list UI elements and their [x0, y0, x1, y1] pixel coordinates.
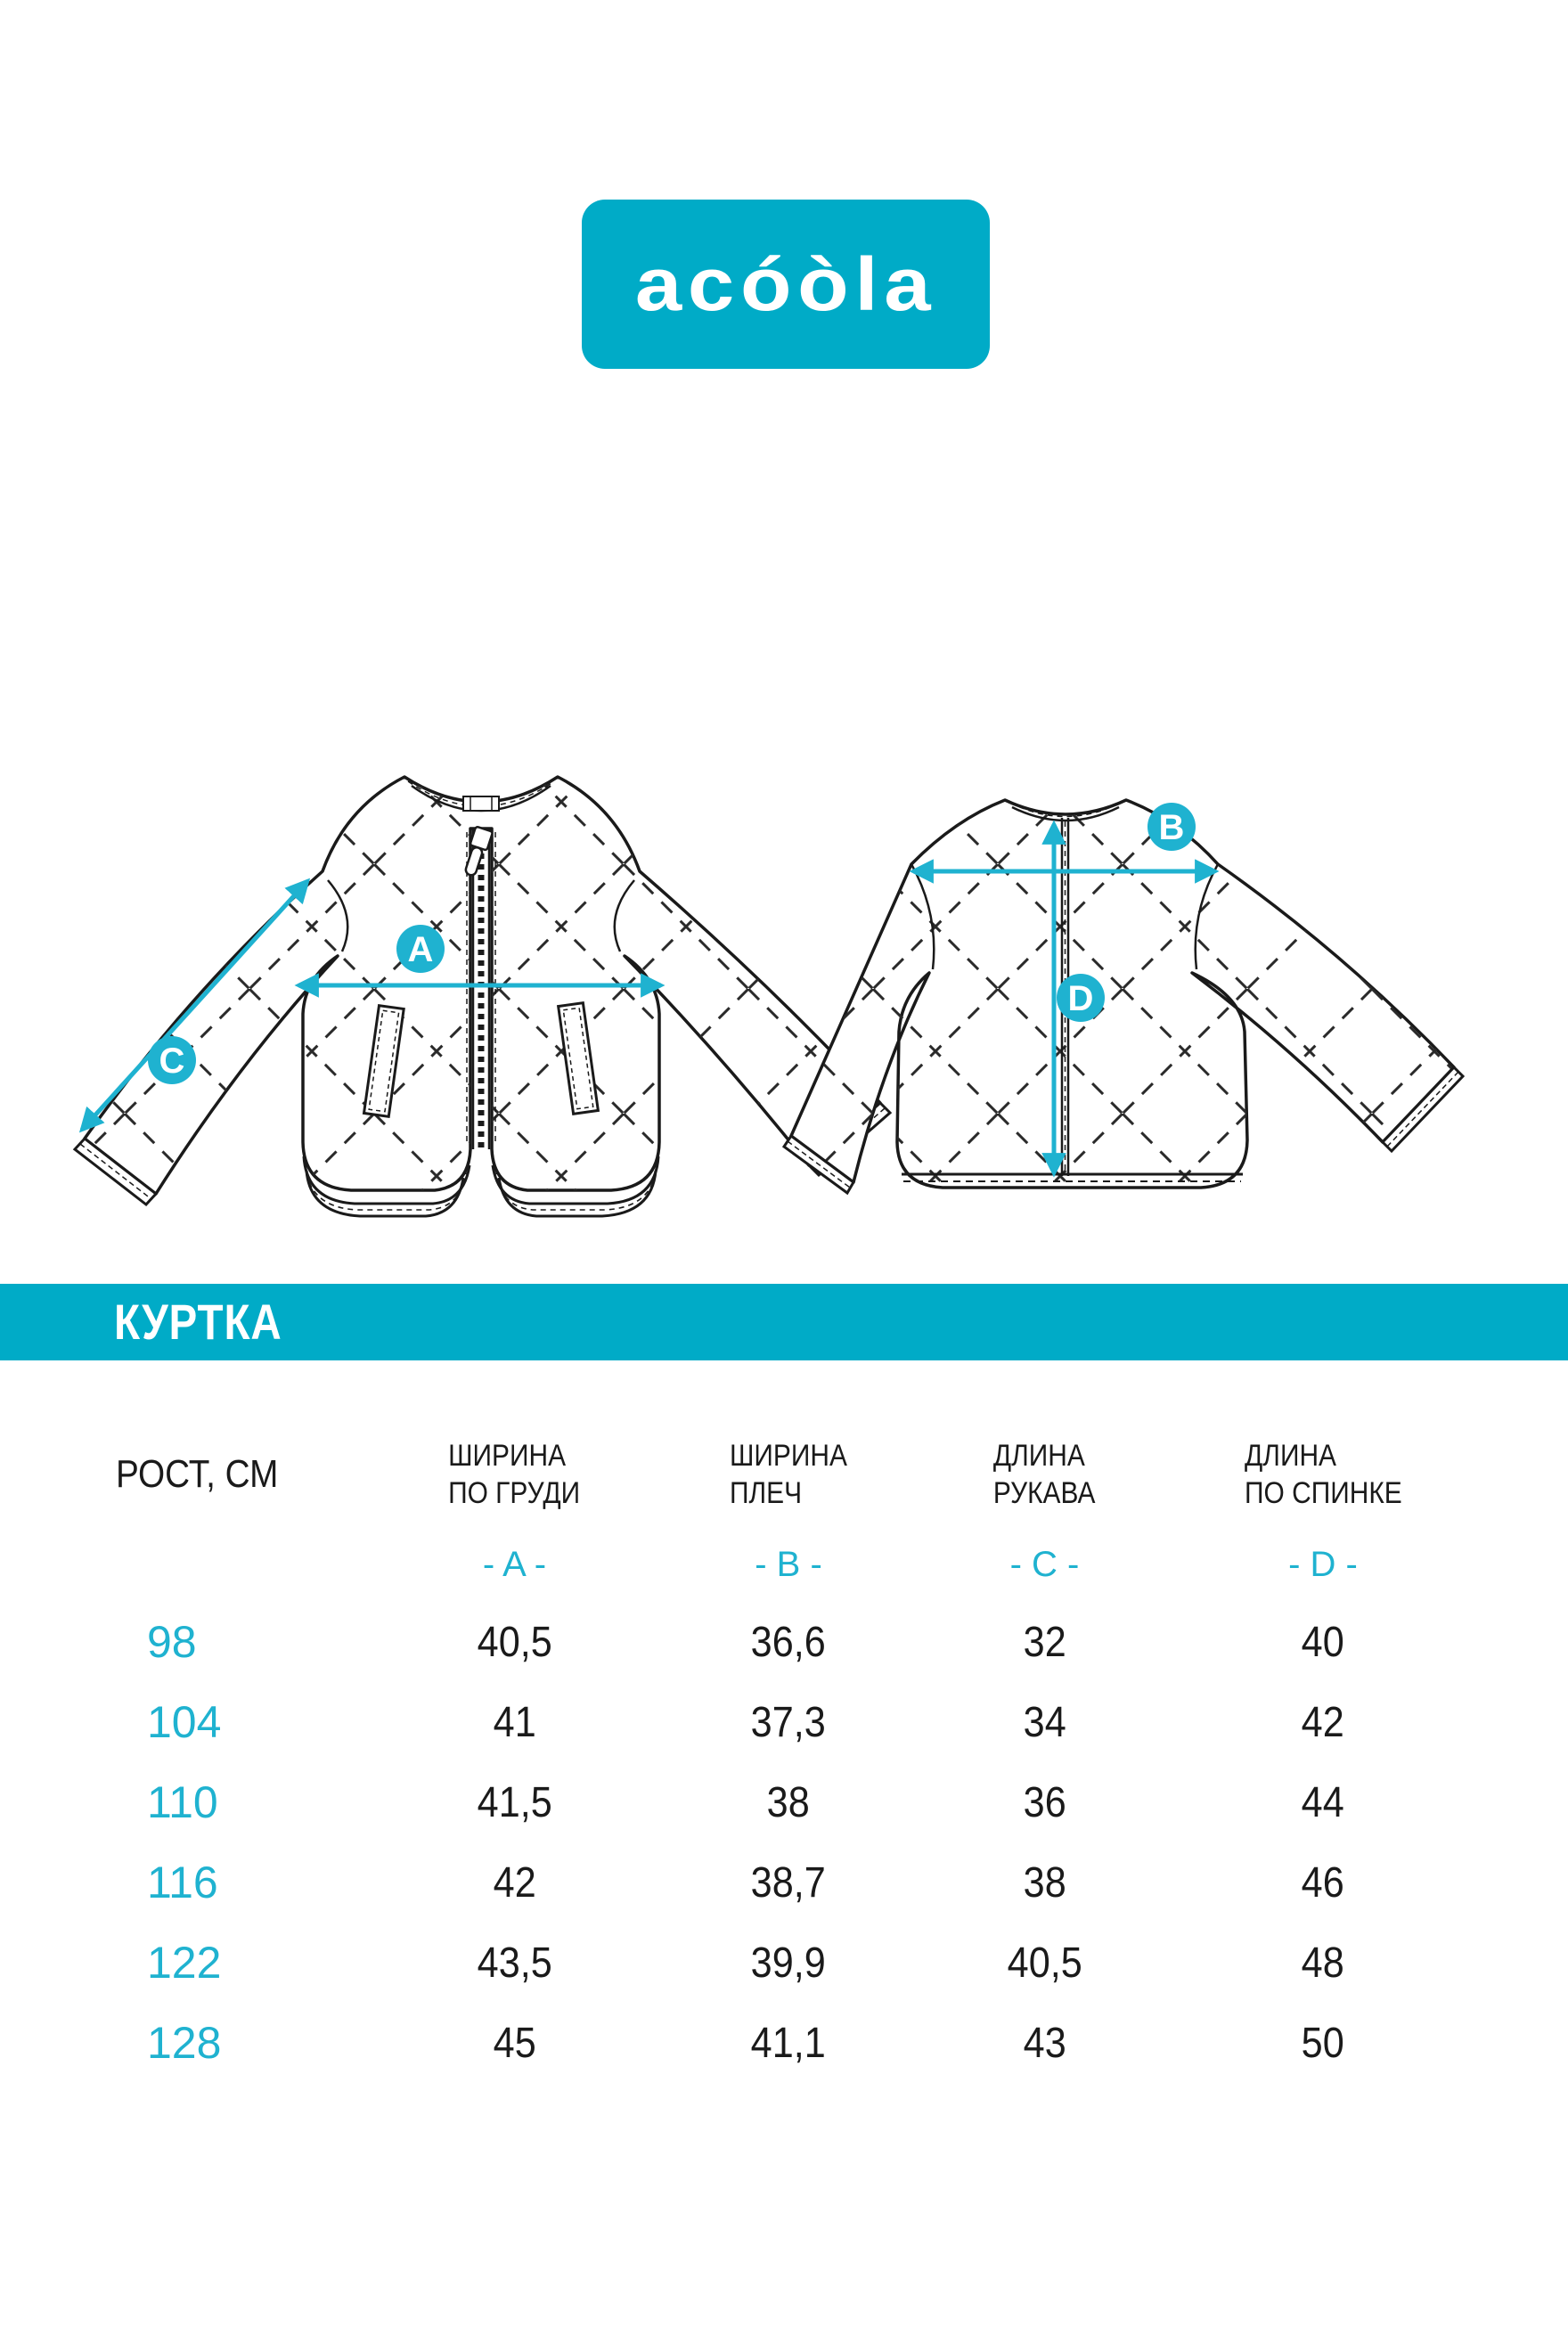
table-letter-row [0, 1528, 1568, 1602]
table-row [0, 1923, 1568, 2003]
measure-label-b: B [1158, 808, 1185, 847]
jacket-front-view [75, 777, 890, 1216]
sleeve-value: 40,5 [1007, 1939, 1082, 1987]
brand-logo [582, 200, 990, 369]
size-table [0, 1421, 1568, 2083]
product-title: КУРТКА [114, 1294, 282, 1350]
sleeve-value: 36 [1023, 1778, 1066, 1826]
shoulder-value: 41,1 [750, 2019, 827, 2067]
table-row [0, 1682, 1568, 1762]
back-value: 40 [1301, 1618, 1345, 1666]
table-row [0, 1842, 1568, 1923]
measure-label-c: C [159, 1041, 185, 1081]
height-value: 128 [147, 2018, 222, 2068]
height-value: 116 [147, 1858, 218, 1907]
sleeve-value: 34 [1023, 1698, 1066, 1746]
back-value: 50 [1301, 2019, 1345, 2067]
chest-value: 43,5 [477, 1939, 552, 1987]
chest-value: 45 [493, 2019, 536, 2067]
shoulder-value: 38,7 [750, 1858, 827, 1907]
chest-value: 42 [493, 1858, 536, 1907]
measure-label-a: A [407, 930, 434, 969]
shoulder-value: 36,6 [750, 1618, 827, 1666]
height-value: 98 [147, 1617, 197, 1667]
back-value: 48 [1301, 1939, 1345, 1987]
chest-value: 40,5 [477, 1618, 552, 1666]
letter-c: - C - [1009, 1545, 1080, 1584]
height-value: 110 [147, 1777, 218, 1827]
back-value: 46 [1301, 1858, 1345, 1907]
letter-b: - B - [755, 1545, 822, 1584]
shoulder-value: 37,3 [750, 1698, 827, 1746]
sleeve-value: 43 [1023, 2019, 1066, 2067]
jacket-back-view [784, 800, 1463, 1193]
jacket-measurement-diagram [0, 739, 1568, 1256]
chest-value: 41 [493, 1698, 536, 1746]
back-value: 42 [1301, 1698, 1345, 1746]
table-header-row [0, 1421, 1568, 1528]
table-row [0, 2003, 1568, 2083]
table-row [0, 1762, 1568, 1842]
back-value: 44 [1301, 1778, 1345, 1826]
hang-loop [463, 796, 499, 811]
brand-logo-text: acóòla [634, 242, 937, 326]
back-column-header: ДЛИНА ПО СПИНКЕ [1244, 1439, 1402, 1510]
product-title-banner [0, 1284, 1568, 1360]
chest-column-header: ШИРИНА ПО ГРУДИ [448, 1439, 581, 1510]
chest-value: 41,5 [477, 1778, 552, 1826]
height-value: 104 [147, 1697, 222, 1747]
sleeve-value: 38 [1023, 1858, 1066, 1907]
shoulder-value: 38 [766, 1778, 811, 1826]
shoulder-column-header: ШИРИНА ПЛЕЧ [730, 1439, 847, 1510]
sleeve-value: 32 [1023, 1618, 1066, 1666]
sleeve-column-header: ДЛИНА РУКАВА [993, 1439, 1096, 1510]
letter-a: - A - [482, 1545, 547, 1584]
shoulder-value: 39,9 [750, 1939, 827, 1987]
letter-d: - D - [1288, 1545, 1358, 1584]
table-row [0, 1602, 1568, 1682]
height-column-header: РОСТ, СМ [116, 1452, 279, 1496]
height-value: 122 [147, 1938, 222, 1988]
measure-label-d: D [1067, 979, 1094, 1018]
